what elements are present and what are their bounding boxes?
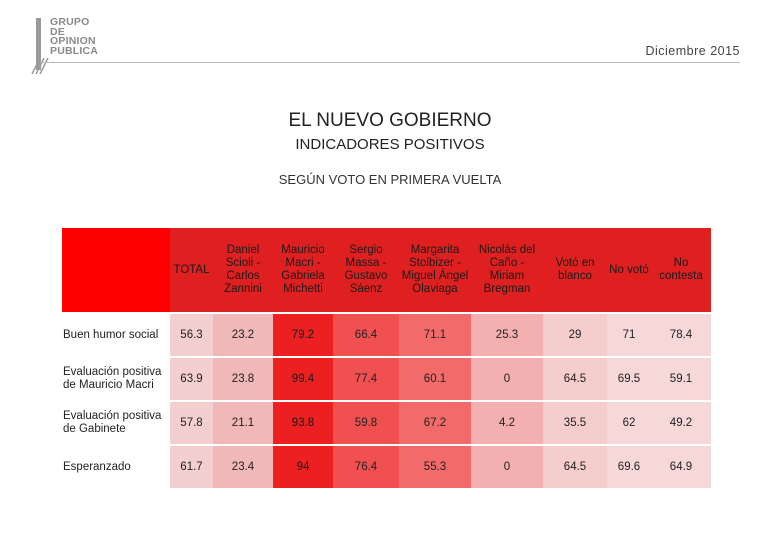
table-cell: 59.1 — [651, 357, 711, 401]
table-cell: 93.8 — [273, 401, 333, 445]
logo-text — [50, 18, 98, 56]
page-title: EL NUEVO GOBIERNO — [288, 110, 492, 131]
table-cell: 94 — [273, 445, 333, 489]
table-cell: 25.3 — [471, 313, 543, 357]
column-header: Votó en blanco — [543, 228, 607, 313]
table-row — [62, 401, 711, 445]
table-cell: 59.8 — [333, 401, 399, 445]
section-subtitle: SEGÚN VOTO EN PRIMERA VUELTA — [278, 172, 502, 187]
logo-line-4: PUBLICA — [50, 44, 99, 57]
table-cell: 23.2 — [213, 313, 273, 357]
table-cell: 23.4 — [213, 445, 273, 489]
table-cell: 67.2 — [399, 401, 471, 445]
table-cell: 79.2 — [273, 313, 333, 357]
logo-line-1: GRUPO — [50, 16, 90, 28]
header-corner-cell — [62, 228, 170, 313]
table-cell: 78.4 — [651, 313, 711, 357]
table-cell: 69.6 — [607, 445, 651, 489]
table-cell: 99.4 — [273, 357, 333, 401]
report-date: Diciembre 2015 — [645, 44, 740, 58]
table-cell: 4.2 — [471, 401, 543, 445]
column-header: No contesta — [651, 228, 711, 313]
logo-line-3: OPINION — [50, 35, 96, 47]
table-header-row — [62, 228, 711, 313]
table-cell: 56.3 — [170, 313, 213, 357]
table-cell: 62 — [607, 401, 651, 445]
logo-stripes-icon — [30, 52, 50, 76]
table-cell: 76.4 — [333, 445, 399, 489]
column-header: Nicolás del Caño - Miriam Bregman — [471, 228, 543, 313]
table-cell: 0 — [471, 357, 543, 401]
table-cell: 21.1 — [213, 401, 273, 445]
column-header: Mauricio Macri - Gabriela Michetti — [273, 228, 333, 313]
row-label: Evaluación positiva de Gabinete — [62, 401, 170, 445]
row-label: Buen humor social — [62, 313, 170, 357]
column-header: Daniel Scioli - Carlos Zannini — [213, 228, 273, 313]
header-divider — [40, 62, 740, 63]
logo — [36, 18, 106, 74]
table-cell: 69.5 — [607, 357, 651, 401]
table-cell: 0 — [471, 445, 543, 489]
table-cell: 23.8 — [213, 357, 273, 401]
logo-line-2: DE — [50, 25, 65, 38]
table-row — [62, 313, 711, 357]
table-cell: 66.4 — [333, 313, 399, 357]
table-cell: 64.5 — [543, 445, 607, 489]
table-cell: 55.3 — [399, 445, 471, 489]
indicators-table — [62, 228, 711, 490]
table-cell: 49.2 — [651, 401, 711, 445]
table-row — [62, 357, 711, 401]
column-header: Sergio Massa - Gustavo Sáenz — [333, 228, 399, 313]
page-subtitle: INDICADORES POSITIVOS — [295, 136, 485, 153]
table-cell: 77.4 — [333, 357, 399, 401]
table-row — [62, 445, 711, 489]
table-cell: 63.9 — [170, 357, 213, 401]
table-cell: 71 — [607, 313, 651, 357]
table-cell: 64.9 — [651, 445, 711, 489]
table-cell: 29 — [543, 313, 607, 357]
column-header: Margarita Stolbizer - Miguel Ángel Olaviaga — [399, 228, 471, 313]
column-header: No votó — [607, 228, 651, 313]
table-cell: 71.1 — [399, 313, 471, 357]
table-cell: 60.1 — [399, 357, 471, 401]
table-cell: 64.5 — [543, 357, 607, 401]
row-label: Evaluación positiva de Mauricio Macri — [62, 357, 170, 401]
row-label: Esperanzado — [62, 445, 170, 489]
table-cell: 57.8 — [170, 401, 213, 445]
table-cell: 35.5 — [543, 401, 607, 445]
table-cell: 61.7 — [170, 445, 213, 489]
column-header: TOTAL — [170, 228, 213, 313]
